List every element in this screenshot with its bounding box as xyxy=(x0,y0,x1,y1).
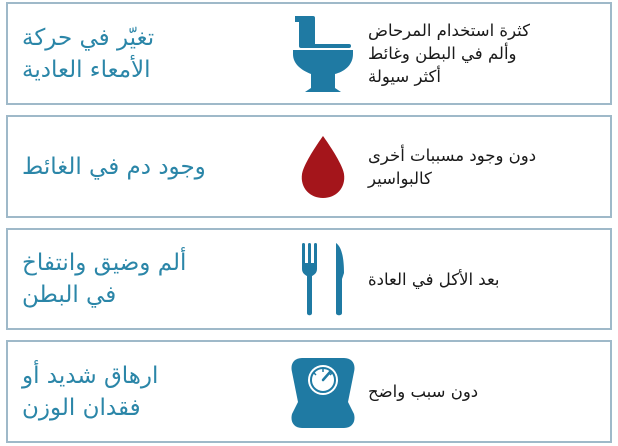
symptom-card-fatigue-weight-loss xyxy=(6,340,612,443)
weighing-scale-icon xyxy=(278,342,368,441)
symptom-title xyxy=(22,117,248,216)
symptom-title xyxy=(22,4,248,103)
symptom-description-line: كثرة استخدام المرحاض xyxy=(368,21,531,40)
symptom-description-line: دون وجود مسببات أخرى xyxy=(368,145,537,165)
symptom-description-line: كالبواسير xyxy=(368,168,432,188)
symptom-description-line: وألم في البطن وغائط xyxy=(368,44,517,63)
symptom-title-line: تغيّر في حركة xyxy=(22,24,155,51)
symptom-description xyxy=(368,117,596,216)
blood-drop-icon xyxy=(278,117,368,216)
symptom-title-line: وجود دم في الغائط xyxy=(22,153,206,180)
symptom-card-blood-in-stool xyxy=(6,115,612,218)
symptom-description xyxy=(368,230,596,328)
symptom-title-line: فقدان الوزن xyxy=(22,394,141,421)
symptom-description-line: بعد الأكل في العادة xyxy=(368,269,500,289)
symptom-card-bowel-change xyxy=(6,2,612,105)
symptom-title-line: الأمعاء العادية xyxy=(22,56,151,83)
symptom-title xyxy=(22,230,248,328)
symptom-title-line: ألم وضيق وانتفاخ xyxy=(22,250,187,276)
symptom-description-line: دون سبب واضح xyxy=(368,382,479,401)
symptom-title-line: في البطن xyxy=(22,282,117,308)
fork-knife-icon xyxy=(278,230,368,328)
symptom-description xyxy=(368,4,596,103)
toilet-icon xyxy=(278,4,368,103)
symptom-description xyxy=(368,342,596,441)
symptom-description-line: أكثر سيولة xyxy=(368,67,441,86)
symptom-title-line: ارهاق شديد أو xyxy=(22,362,159,389)
symptom-card-abdominal-pain xyxy=(6,228,612,330)
symptom-title xyxy=(22,342,248,441)
